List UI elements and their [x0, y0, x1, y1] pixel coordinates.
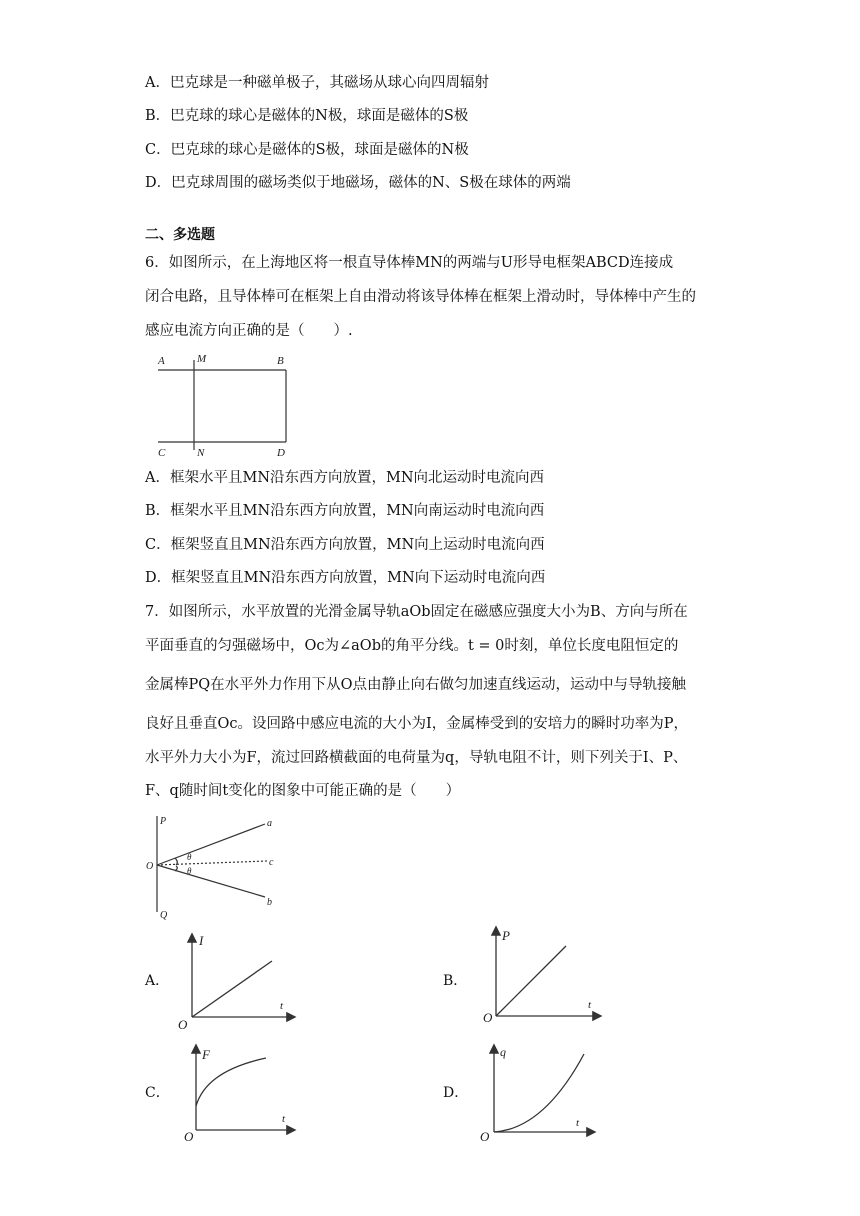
q6-label-A: A — [158, 355, 165, 367]
q7-stem-line-1: 7．如图所示，水平放置的光滑金属导轨aOb固定在磁感应强度大小为B、方向与所在 — [145, 604, 688, 620]
q6-option-a: A．框架水平且MN沿东西方向放置，MN向北运动时电流向西 — [145, 470, 545, 486]
q6-frame-figure — [150, 350, 300, 460]
q7-option-b-curve — [496, 946, 566, 1016]
q7-option-a-ylabel: I — [199, 933, 204, 948]
q7-option-b-ylabel: P — [502, 928, 510, 943]
q7-option-d-graph — [476, 1040, 601, 1145]
q6-stem-line-1: 6．如图所示，在上海地区将一根直导体棒MN的两端与U形导电框架ABCD连接成 — [145, 255, 674, 271]
q7-option-a-label: A． — [145, 973, 170, 989]
q7-stem-line-5: 水平外力大小为F，流过回路横截面的电荷量为q，导轨电阻不计，则下列关于I、P、 — [145, 750, 688, 766]
q5-option-a: A．巴克球是一种磁单极子，其磁场从球心向四周辐射 — [145, 75, 489, 91]
q6-label-D: D — [277, 447, 285, 459]
q7-stem-line-4: 良好且垂直Oc。设回路中感应电流的大小为I，金属棒受到的安培力的瞬时功率为P， — [145, 716, 688, 732]
section-title: 二、多选题 — [145, 227, 215, 243]
q7-option-a-curve — [192, 961, 272, 1017]
q7-option-d-origin: O — [480, 1129, 490, 1144]
q7-stem-line-2: 平面垂直的匀强磁场中，Oc为∠aOb的角平分线。t = 0时刻，单位长度电阻恒定的 — [145, 638, 679, 654]
q6-label-B: B — [277, 355, 284, 367]
q7-option-c-curve — [196, 1058, 266, 1106]
q7-option-b-graph — [478, 922, 608, 1032]
q7-option-d-xlabel: t — [576, 1117, 580, 1129]
q6-option-c: C．框架竖直且MN沿东西方向放置，MN向上运动时电流向西 — [145, 537, 545, 553]
q5-option-b: B．巴克球的球心是磁体的N极，球面是磁体的S极 — [145, 108, 469, 124]
q6-stem-line-2: 闭合电路，且导体棒可在框架上自由滑动将该导体棒在框架上滑动时，导体棒中产生的 — [145, 289, 696, 305]
q7-option-c-origin: O — [184, 1129, 194, 1144]
q6-label-M: M — [197, 353, 207, 365]
q6-option-b: B．框架水平且MN沿东西方向放置，MN向南运动时电流向西 — [145, 503, 545, 519]
q7-label-theta-upper: θ — [187, 852, 192, 862]
q7-option-d-ylabel: q — [500, 1045, 506, 1059]
q6-label-N: N — [197, 447, 205, 459]
q7-rail-figure — [143, 812, 283, 922]
q7-stem-line-3: 金属棒PQ在水平外力作用下从O点由静止向右做匀加速直线运动，运动中与导轨接触 — [145, 677, 687, 693]
q7-option-d-label: D． — [443, 1085, 469, 1101]
q7-option-a-xlabel: t — [280, 1000, 284, 1012]
q6-stem-line-3: 感应电流方向正确的是（ ）. — [145, 323, 353, 339]
q7-label-c: c — [269, 857, 274, 868]
q7-option-d-curve — [494, 1054, 584, 1132]
q5-option-d: D．巴克球周围的磁场类似于地磁场，磁体的N、S极在球体的两端 — [145, 175, 571, 191]
q7-option-b-origin: O — [483, 1010, 493, 1025]
q7-option-c-ylabel: F — [202, 1047, 210, 1062]
q7-label-b: b — [267, 897, 272, 908]
q6-option-d: D．框架竖直且MN沿东西方向放置，MN向下运动时电流向西 — [145, 570, 546, 586]
q7-option-b-label: B． — [443, 973, 468, 989]
q7-option-c-graph — [180, 1040, 300, 1145]
q7-option-c-label: C． — [145, 1085, 170, 1101]
q7-label-P: P — [160, 816, 167, 827]
q5-option-c: C．巴克球的球心是磁体的S极，球面是磁体的N极 — [145, 142, 469, 158]
q7-label-theta-lower: θ — [187, 866, 192, 876]
q6-label-C: C — [158, 447, 166, 459]
q7-label-O: O — [146, 861, 154, 872]
q7-option-a-origin: O — [178, 1017, 188, 1032]
q7-stem-line-6: F、q随时间t变化的图象中可能正确的是（ ） — [145, 783, 461, 799]
q7-option-a-graph — [172, 925, 302, 1035]
q7-label-Q: Q — [160, 910, 168, 921]
q7-option-c-xlabel: t — [282, 1113, 286, 1125]
q7-option-b-xlabel: t — [588, 999, 592, 1011]
q7-label-a: a — [267, 818, 272, 829]
